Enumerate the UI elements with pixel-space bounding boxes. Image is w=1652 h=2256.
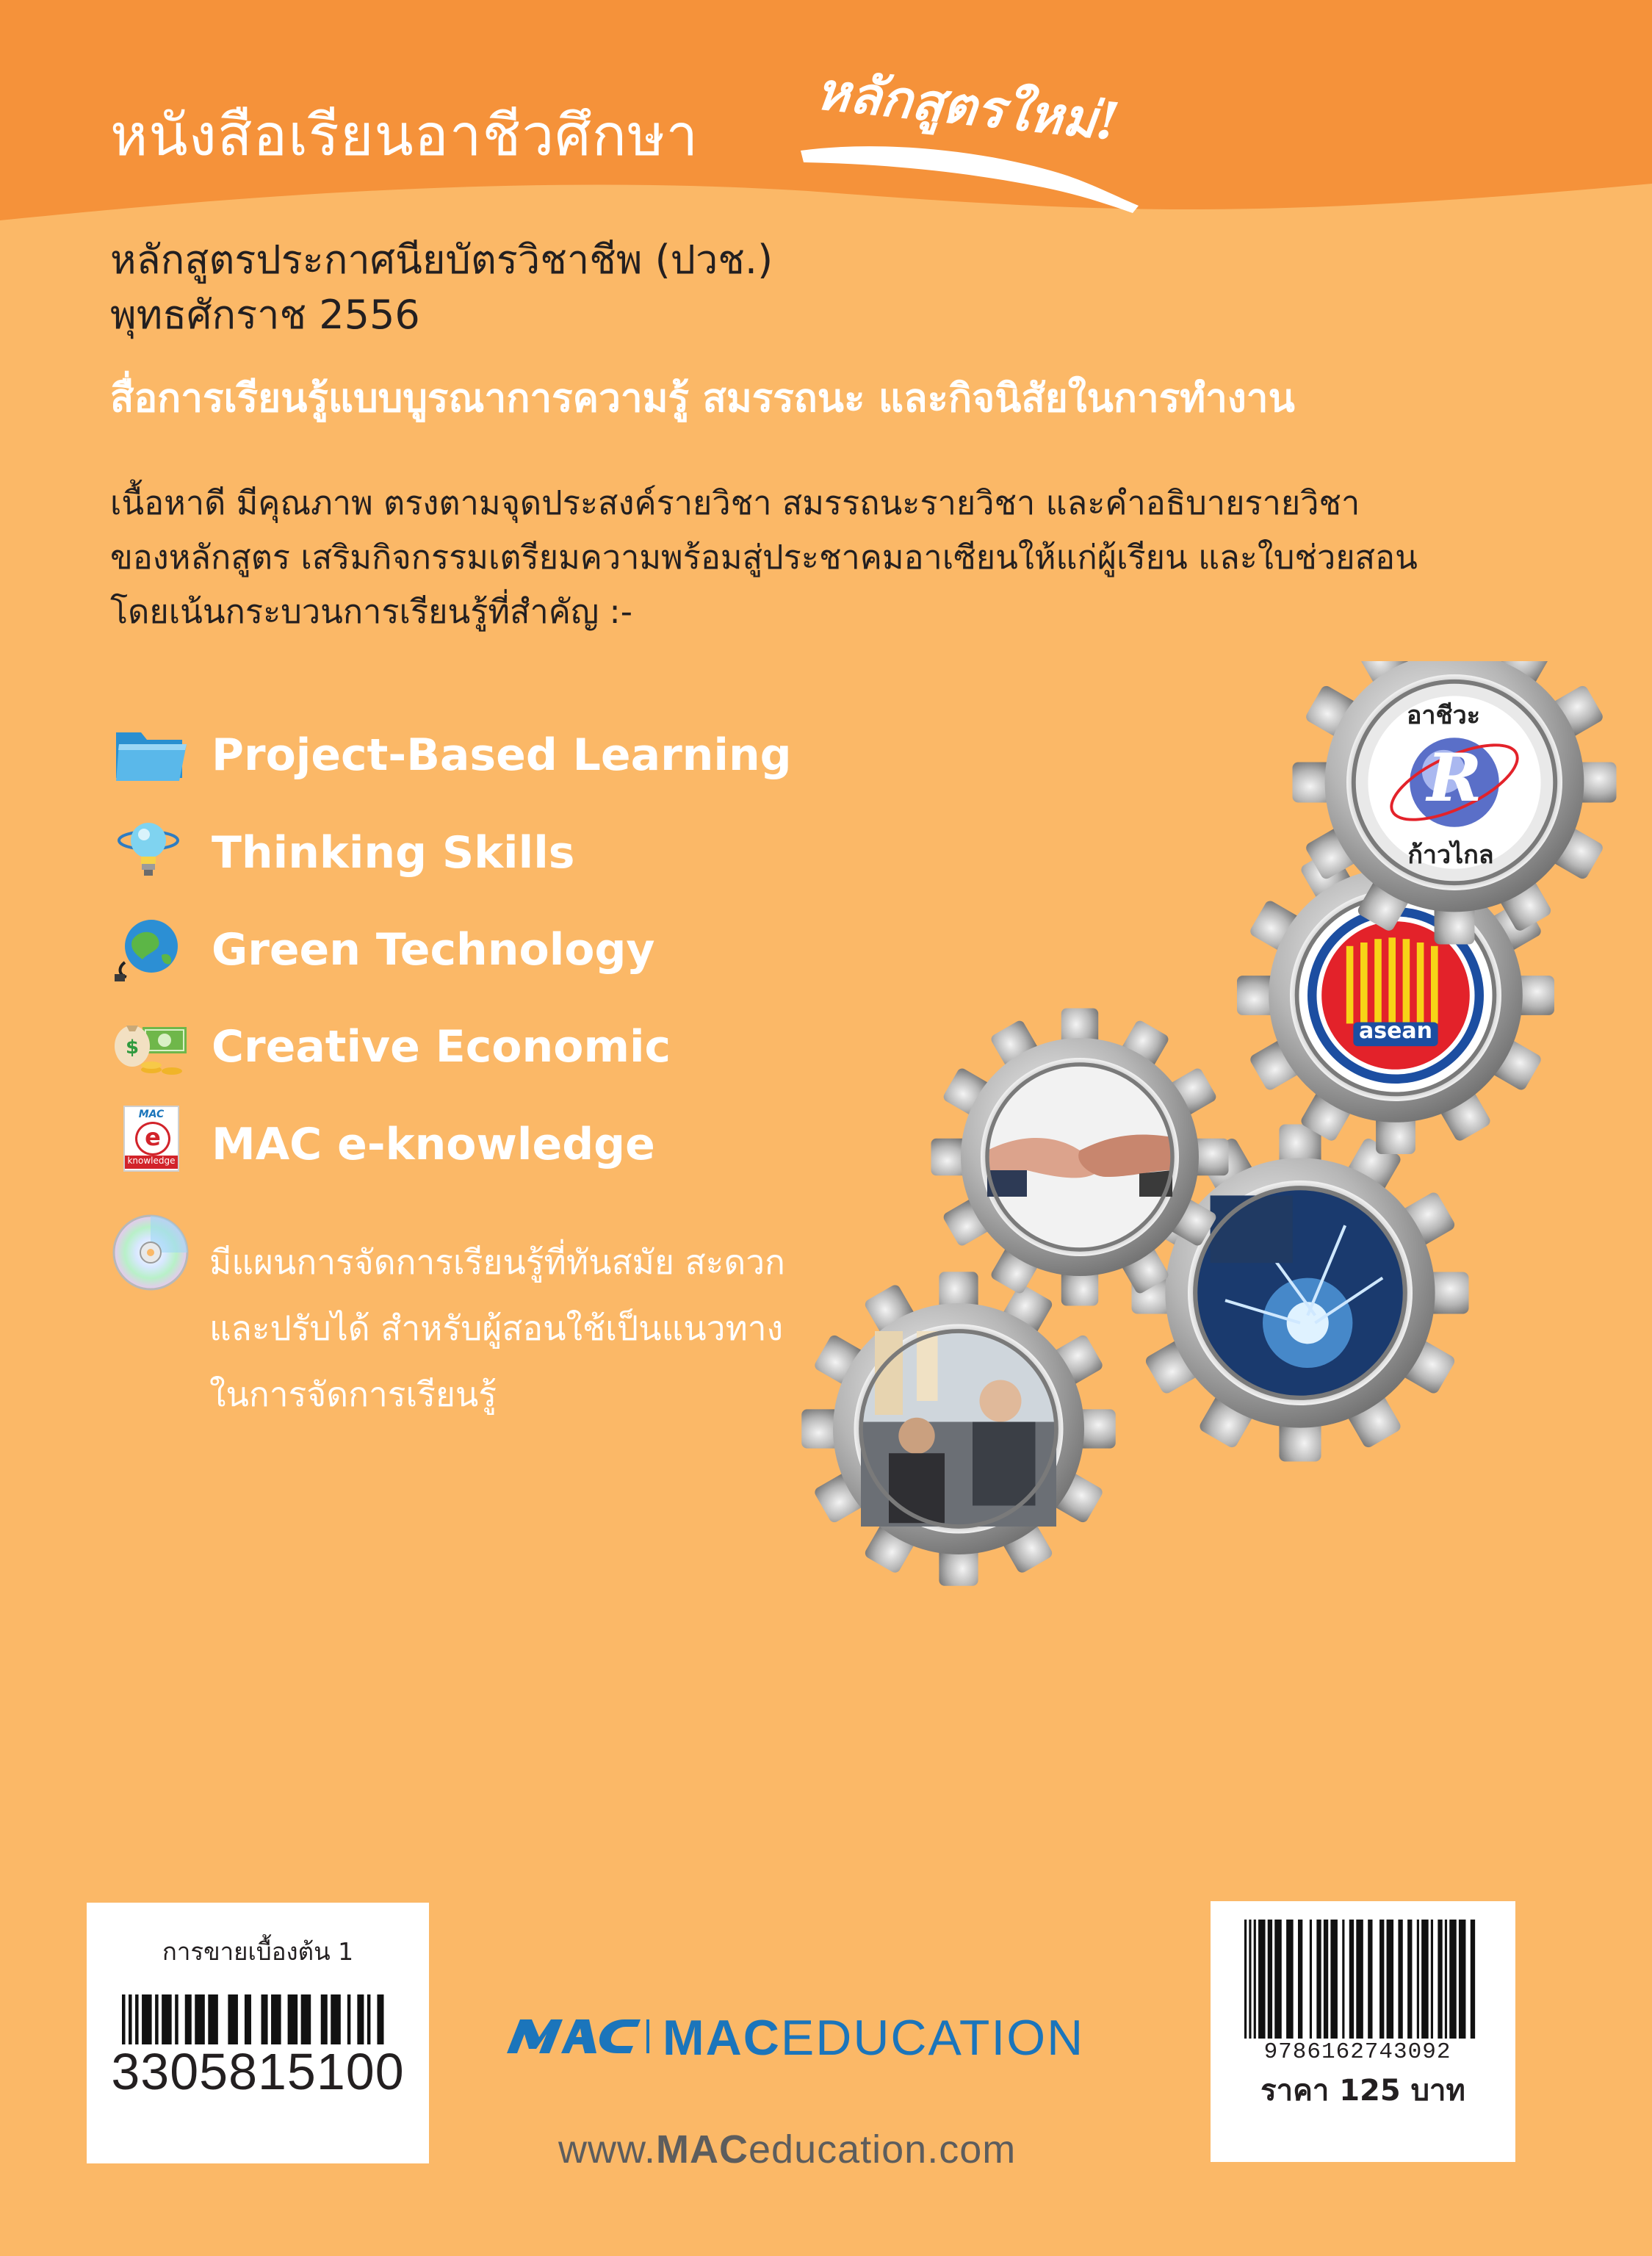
barcode-bar [1249,1920,1251,2039]
cd-icon [110,1212,191,1293]
cd-note-line: และปรับได้ สำหรับผู้สอนใช้เป็นแนวทาง [209,1308,784,1348]
barcode-bar [1254,1920,1256,2039]
barcode-bar [377,1994,383,2044]
barcode-bar [1349,1920,1354,2039]
new-curriculum-badge [793,60,1146,217]
barcode-bar [1459,1920,1466,2039]
barcode-bar [301,1994,311,2044]
course-name: หลักสูตรประกาศนียบัตรวิชาชีพ (ปวช.) [110,237,773,283]
url-bold: MAC [656,2127,749,2172]
barcode-bar [1445,1920,1447,2039]
barcode-bar [1324,1920,1328,2039]
barcode-bar [1421,1920,1429,2039]
barcode-bar [321,1994,328,2044]
feature-green-technology [110,911,771,984]
barcode-bar [1274,1920,1282,2039]
r-badge-letter: R [1426,739,1482,817]
series-title: หนังสือเรียนอาชีวศึกษา [110,103,699,169]
barcode-bar [1387,1920,1394,2039]
feature-project-based-learning [110,716,792,790]
folder-icon [110,716,191,790]
barcode-bar [288,1994,298,2044]
barcode-bar [261,1994,268,2044]
barcode-bar [1438,1920,1442,2039]
barcode-bar [1268,1920,1272,2039]
barcode-bar [129,1994,132,2044]
barcode-bar [271,1994,281,2044]
website-url[interactable] [558,2127,1016,2172]
barcode-bar [1310,1920,1312,2039]
mac-education-wordmark [663,2009,1084,2066]
barcode-bar [1398,1920,1402,2039]
barcode-bar [1244,1920,1247,2039]
barcode-bar [162,1994,172,2044]
isbn-number: 9786162743092 [1263,2039,1451,2065]
barcode-bar [1330,1920,1338,2039]
lightbulb-icon [110,814,191,887]
barcode-bar [357,1994,364,2044]
price-label: ราคา 125 บาท [1260,2074,1465,2108]
r-badge-top-text: อาชีวะ [1407,701,1480,730]
brand-rest: EDUCATION [780,2010,1085,2066]
barcode-bar [367,1994,371,2044]
brand-bold: MAC [663,2010,781,2066]
barcode-bar [1342,1920,1344,2039]
barcode-bar [1258,1920,1266,2039]
barcode-bar [1356,1920,1363,2039]
barcode-bar [175,1994,178,2044]
isbn-price-box [1211,1901,1515,2162]
product-barcode [122,1994,394,2044]
barcode-bar [1431,1920,1433,2039]
description-line: โดยเน้นกระบวนการเรียนรู้ที่สำคัญ :- [110,592,632,631]
course-title: การขายเบื้องต้น 1 [162,1937,354,1966]
feature-thinking-skills [110,814,771,887]
description-line: เนื้อหาดี มีคุณภาพ ตรงตามจุดประสงค์รายวิชา สมรรถนะรายวิชา และคำอธิบายรายวิชา [110,483,1360,522]
globe-plug-icon [110,911,191,984]
cd-note-line: ในการจัดการเรียนรู้ [209,1374,497,1414]
barcode-bar [245,1994,251,2044]
mac-icon-bottom: knowledge [125,1156,178,1169]
mac-icon-letter: e [135,1122,170,1156]
mac-education-logo [507,2009,1168,2068]
product-code-box [87,1903,429,2163]
barcode-bar [122,1994,126,2044]
tagline: สื่อการเรียนรู้แบบบูรณาการความรู้ สมรรถนะ และกิจนิสัยในการทำงาน [110,376,1295,421]
feature-mac-e-knowledge [110,1106,771,1179]
feature-label: Creative Economic [212,1021,671,1073]
svg-text:$: $ [125,1037,140,1059]
barcode-bar [195,1994,205,2044]
product-code: 3305815100 [111,2043,405,2100]
gear-cluster [786,661,1652,1616]
barcode-bar [1449,1920,1457,2039]
barcode-bar [347,1994,351,2044]
new-curriculum-text: หลักสูตรใหม่! [812,60,1122,153]
feature-label: Green Technology [212,924,655,976]
barcode-bar [331,1994,341,2044]
course-year: พุทธศักราช 2556 [110,292,420,338]
barcode-bar [1379,1920,1384,2039]
barcode-bar [1471,1920,1475,2039]
feature-creative-economic [110,1008,771,1081]
money-icon [110,1008,191,1081]
barcode-bar [155,1994,159,2044]
barcode-bar [208,1994,218,2044]
feature-label: Thinking Skills [212,827,575,879]
description-line: ของหลักสูตร เสริมกิจกรรมเตรียมความพร้อมสู่ประชาคมอาเซียนให้แก่ผู้เรียน และใบช่วยสอน [110,538,1418,577]
barcode-bar [135,1994,139,2044]
cd-note-line: มีแผนการจัดการเรียนรู้ที่ทันสมัย สะดวก [209,1242,785,1282]
r-badge-bottom-text: ก้าวไกล [1407,840,1494,870]
feature-label: Project-Based Learning [212,729,792,781]
mac-e-knowledge-icon [123,1106,179,1172]
barcode-bar [228,1994,238,2044]
mac-icon-top: MAC [138,1109,165,1120]
gear-business [801,1272,1116,1586]
asean-label: asean [1358,1018,1433,1044]
barcode-bar [1286,1920,1294,2039]
barcode-bar [1316,1920,1321,2039]
barcode-bar [1417,1920,1419,2039]
mac-logo-mark [507,2015,654,2053]
barcode-bar [1368,1920,1372,2039]
barcode-bar [1407,1920,1412,2039]
barcode-bar [1298,1920,1302,2039]
barcode-bar [185,1994,192,2044]
isbn-barcode [1244,1920,1487,2039]
url-prefix: www. [558,2127,657,2172]
feature-label: MAC e-knowledge [212,1119,655,1170]
url-rest: education.com [749,2127,1017,2172]
barcode-bar [142,1994,152,2044]
